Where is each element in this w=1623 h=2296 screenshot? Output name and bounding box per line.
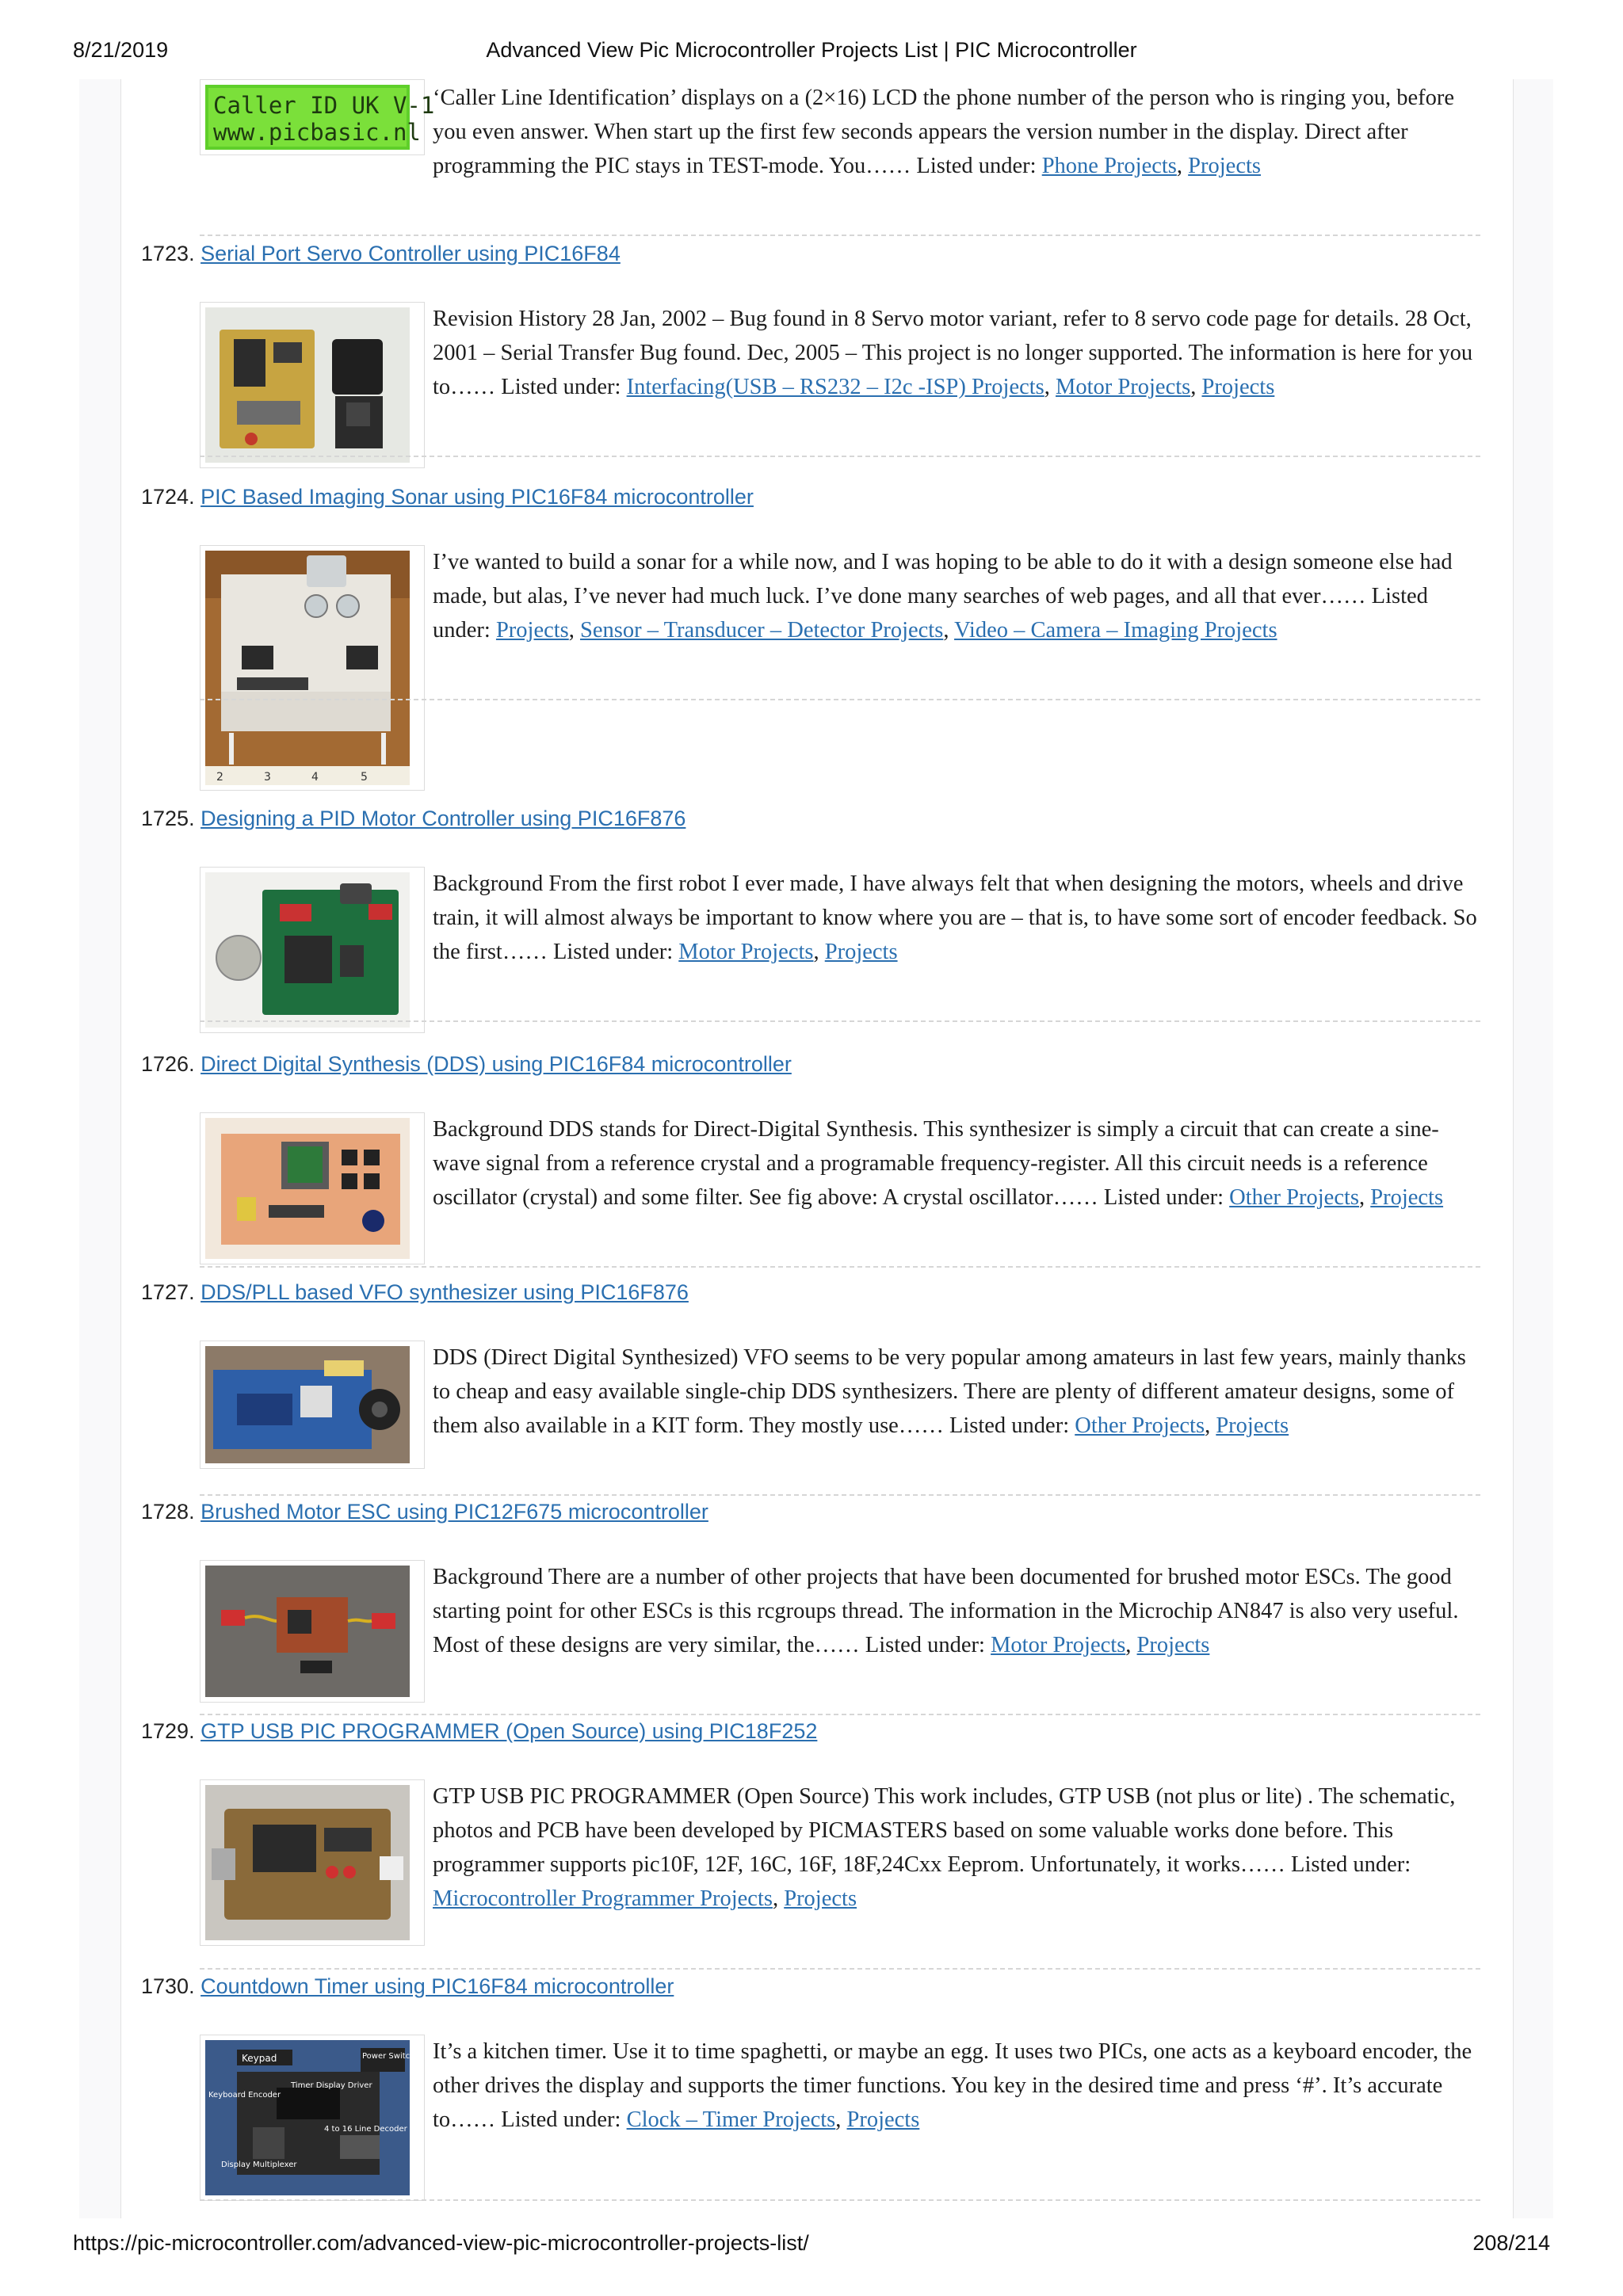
ruler-label: 5 xyxy=(361,771,368,784)
page-header xyxy=(73,38,1550,70)
entry-title-link[interactable]: GTP USB PIC PROGRAMMER (Open Source) using PIC18F252 xyxy=(200,1719,818,1743)
category-link[interactable]: Projects xyxy=(495,618,569,643)
lcd-image xyxy=(205,85,435,150)
divider xyxy=(200,1714,1480,1715)
entry-thumbnail[interactable] xyxy=(200,1560,425,1703)
page-number: 208/214 xyxy=(1472,2231,1550,2255)
category-link[interactable]: Projects xyxy=(784,1886,857,1911)
entry-title-link[interactable]: Serial Port Servo Controller using PIC16F84 xyxy=(200,242,621,265)
entry-description: Background From the first robot I ever made, I have always felt that when designing the motors, wheels and drive train, it will almost always be important to know where you are – that is, to have some sort of encoder feedback. So the first…… Listed under: Motor Projects, Projects xyxy=(433,871,1477,964)
entry-number: 1726. xyxy=(141,1052,195,1076)
entry-title-link[interactable]: Direct Digital Synthesis (DDS) using PIC16F84 microcontroller xyxy=(200,1052,792,1076)
category-link[interactable]: Clock – Timer Projects xyxy=(626,2107,836,2132)
pid-controller-photo xyxy=(205,872,410,1028)
entry-title-link[interactable]: PIC Based Imaging Sonar using PIC16F84 microcontroller xyxy=(200,485,754,509)
servo-photo xyxy=(205,307,410,463)
sonar-photo xyxy=(205,551,410,785)
entry-thumbnail[interactable] xyxy=(200,545,425,791)
entry-number: 1728. xyxy=(141,1500,195,1524)
entry-thumbnail[interactable] xyxy=(200,1779,425,1946)
entry-thumbnail[interactable] xyxy=(200,79,435,155)
page-title: Advanced View Pic Microcontroller Projects List | PIC Microcontroller xyxy=(486,38,1137,62)
entry-number: 1724. xyxy=(141,485,195,509)
ruler-label: 4 xyxy=(311,771,319,784)
photo-label: Keypad xyxy=(242,2053,277,2064)
divider xyxy=(200,1266,1480,1268)
entry-heading xyxy=(141,1052,792,1084)
photo-label: Timer Display Driver xyxy=(291,2081,372,2090)
entry-description: Background There are a number of other projects that have been documented for brushed motor ESCs. The good starting point for other ESCs is this rcgroups thread. The information in the Microchip AN847 is also very useful. Most of these designs are very similar, the…… Listed under: Motor Projects, Projects xyxy=(433,1565,1459,1657)
entry-title-link[interactable]: DDS/PLL based VFO synthesizer using PIC16F876 xyxy=(200,1280,689,1304)
lcd-line-1: Caller ID UK V-1 xyxy=(213,92,435,119)
category-link[interactable]: Sensor – Transducer – Detector Projects xyxy=(580,618,944,643)
entry-heading xyxy=(141,1500,708,1531)
category-link[interactable]: Other Projects xyxy=(1075,1413,1205,1438)
entry-thumbnail[interactable] xyxy=(200,1112,425,1264)
category-link[interactable]: Other Projects xyxy=(1229,1185,1359,1210)
category-link[interactable]: Video – Camera – Imaging Projects xyxy=(954,618,1277,643)
category-link[interactable]: Projects xyxy=(824,940,898,964)
divider xyxy=(200,456,1480,457)
entry-description: I’ve wanted to build a sonar for a while now, and I was hoping to be able to do it with a design someone else had made, but alas, I’ve never had much luck. I’ve done many searches of web pages, and all that ever…… Listed under: Projects, Sensor – Transducer – Detector Projects, Video – Camera – Imaging Projects xyxy=(433,550,1453,643)
entry-description: It’s a kitchen timer. Use it to time spaghetti, or maybe an egg. It uses two PICs, one acts as a keyboard encoder, the other drives the display and supports the timer functions. You key in the desired time and press ‘#’. It’s accurate to…… Listed under: Clock – Timer Projects, Projects xyxy=(433,2039,1472,2132)
divider xyxy=(200,1494,1480,1496)
entry-thumbnail[interactable] xyxy=(200,1341,425,1469)
entry-thumbnail[interactable] xyxy=(200,867,425,1033)
dds-board-photo xyxy=(205,1118,410,1259)
category-link[interactable]: Projects xyxy=(1188,154,1261,178)
timer-photo xyxy=(205,2040,415,2195)
page-footer xyxy=(73,2231,1550,2263)
entry-thumbnail[interactable] xyxy=(200,2035,425,2201)
entry-heading xyxy=(141,1280,689,1312)
category-link[interactable]: Microcontroller Programmer Projects xyxy=(433,1886,773,1911)
photo-label: Power Switch xyxy=(362,2052,415,2061)
divider xyxy=(200,1020,1480,1022)
divider xyxy=(200,235,1480,236)
category-link[interactable]: Projects xyxy=(1216,1413,1289,1438)
entry-heading xyxy=(141,485,754,517)
category-link[interactable]: Projects xyxy=(846,2107,920,2132)
list-item xyxy=(141,79,1480,198)
entry-title-link[interactable]: Designing a PID Motor Controller using PIC16F876 xyxy=(200,807,686,830)
divider xyxy=(200,1968,1480,1970)
category-link[interactable]: Projects xyxy=(1370,1185,1444,1210)
entry-description: ‘Caller Line Identification’ displays on a (2×16) LCD the phone number of the person who is ringing you, before you even answer. When start up the first few seconds appears the version number in the display. Direct after programming the PIC stays in TEST-mode. You…… Listed under: Phone Projects, Projects xyxy=(433,86,1455,178)
category-link[interactable]: Interfacing(USB – RS232 – I2c -ISP) Projects xyxy=(626,375,1044,399)
ruler-label: 2 xyxy=(216,771,223,784)
programmer-photo xyxy=(205,1785,410,1940)
entry-heading xyxy=(141,1974,674,2006)
category-link[interactable]: Motor Projects xyxy=(1056,375,1191,399)
esc-photo xyxy=(205,1566,410,1697)
category-link[interactable]: Motor Projects xyxy=(678,940,814,964)
entry-description: GTP USB PIC PROGRAMMER (Open Source) This work includes, GTP USB (not plus or lite) . The schematic, photos and PCB have been developed by PICMASTERS based on some valuable works done before. This programmer supports pic10F, 12F, 16C, 16F, 18F,24Cxx Eeprom. Unfortunately, it works…… Listed under: Microcontroller Programmer Projects, Projects xyxy=(433,1784,1456,1911)
category-link[interactable]: Projects xyxy=(1136,1633,1210,1657)
photo-label: Display Multiplexer xyxy=(221,2161,297,2169)
entry-thumbnail[interactable] xyxy=(200,302,425,468)
entry-number: 1723. xyxy=(141,242,195,265)
category-link[interactable]: Phone Projects xyxy=(1041,154,1177,178)
photo-label: Keyboard Encoder xyxy=(208,2091,281,2100)
entry-number: 1727. xyxy=(141,1280,195,1304)
vfo-photo xyxy=(205,1346,410,1463)
entry-number: 1729. xyxy=(141,1719,195,1743)
entry-number: 1725. xyxy=(141,807,195,830)
entry-description: DDS (Direct Digital Synthesized) VFO seems to be very popular among amateurs in last few years, mainly thanks to cheap and easy available single-chip DDS synthesizers. There are plenty of different amateur designs, some of them also available in a KIT form. They mostly use…… Listed under: Other Projects, Projects xyxy=(433,1345,1466,1438)
entry-title-link[interactable]: Brushed Motor ESC using PIC12F675 microcontroller xyxy=(200,1500,708,1524)
entry-description: Revision History 28 Jan, 2002 – Bug found in 8 Servo motor variant, refer to 8 servo code page for details. 28 Oct, 2001 – Serial Transfer Bug found. Dec, 2005 – This project is no longer supported. The information is here for you to…… Listed under: Interfacing(USB – RS232 – I2c -ISP) Projects, Motor Projects, Projects xyxy=(433,307,1473,399)
entry-number: 1730. xyxy=(141,1974,195,1998)
entry-heading xyxy=(141,1719,817,1751)
entry-heading xyxy=(141,242,621,273)
divider xyxy=(200,699,1480,700)
page-url: https://pic-microcontroller.com/advanced-view-pic-microcontroller-projects-list/ xyxy=(73,2231,809,2255)
print-date: 8/21/2019 xyxy=(73,38,169,62)
entry-heading xyxy=(141,807,685,838)
entry-description: Background DDS stands for Direct-Digital Synthesis. This synthesizer is simply a circuit that can create a sine-wave signal from a reference crystal and a programable frequency-register. All this circuit needs is a reference oscillator (crystal) and some filter. See fig above: A crystal oscillator…… Listed under: Other Projects, Projects xyxy=(433,1117,1444,1210)
divider xyxy=(200,2199,1480,2201)
photo-label: 4 to 16 Line Decoder xyxy=(324,2125,407,2134)
entry-title-link[interactable]: Countdown Timer using PIC16F84 microcontroller xyxy=(200,1974,674,1998)
lcd-line-2: www.picbasic.nl xyxy=(213,119,421,146)
category-link[interactable]: Projects xyxy=(1201,375,1275,399)
ruler-label: 3 xyxy=(264,771,271,784)
category-link[interactable]: Motor Projects xyxy=(991,1633,1126,1657)
